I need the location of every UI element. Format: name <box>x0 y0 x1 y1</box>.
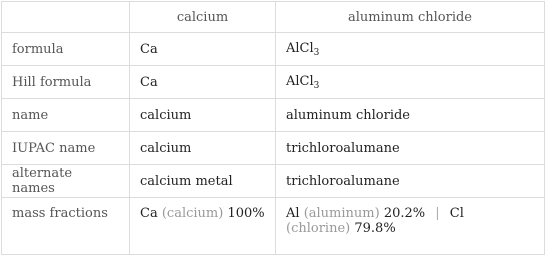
formula-subscript: 3 <box>313 80 320 91</box>
header-aluminum-chloride: aluminum chloride <box>276 2 545 33</box>
mass-percent: 79.8% <box>354 221 396 236</box>
row-label: name <box>2 99 130 132</box>
table-row-name <box>2 99 545 132</box>
element-name: (aluminum) <box>303 206 380 221</box>
aluminum-chloride-value <box>276 198 545 255</box>
calcium-value: calcium <box>130 99 276 132</box>
row-label: mass fractions <box>2 198 130 255</box>
separator: | <box>435 206 440 221</box>
table-row-alternate-names <box>2 165 545 198</box>
header-empty-cell <box>2 2 130 33</box>
table-row-hill-formula <box>2 66 545 99</box>
table-row-formula <box>2 33 545 66</box>
calcium-value <box>130 198 276 255</box>
mass-percent: 100% <box>227 206 265 221</box>
header-row <box>2 2 545 33</box>
row-label: formula <box>2 33 130 66</box>
calcium-value: calcium <box>130 132 276 165</box>
element-symbol: Cl <box>449 206 464 221</box>
aluminum-chloride-value <box>276 33 545 66</box>
aluminum-chloride-value: aluminum chloride <box>276 99 545 132</box>
row-label: alternate names <box>2 165 130 198</box>
calcium-value: Ca <box>130 33 276 66</box>
formula-subscript: 3 <box>313 47 320 58</box>
header-calcium: calcium <box>130 2 276 33</box>
element-name: (calcium) <box>161 206 224 221</box>
mass-percent: 20.2% <box>383 206 426 221</box>
row-label: Hill formula <box>2 66 130 99</box>
element-name: (chlorine) <box>286 221 351 236</box>
comparison-table <box>1 1 545 255</box>
aluminum-chloride-value: trichloroalumane <box>276 132 545 165</box>
row-label: IUPAC name <box>2 132 130 165</box>
element-symbol: Ca <box>140 206 158 221</box>
formula-main: AlCl <box>286 40 314 56</box>
aluminum-chloride-value: trichloroalumane <box>276 165 545 198</box>
table-row-mass-fractions <box>2 198 545 255</box>
element-symbol: Al <box>286 206 300 221</box>
table-row-iupac-name <box>2 132 545 165</box>
calcium-value: calcium metal <box>130 165 276 198</box>
calcium-value: Ca <box>130 66 276 99</box>
aluminum-chloride-value <box>276 66 545 99</box>
formula-main: AlCl <box>286 73 314 89</box>
